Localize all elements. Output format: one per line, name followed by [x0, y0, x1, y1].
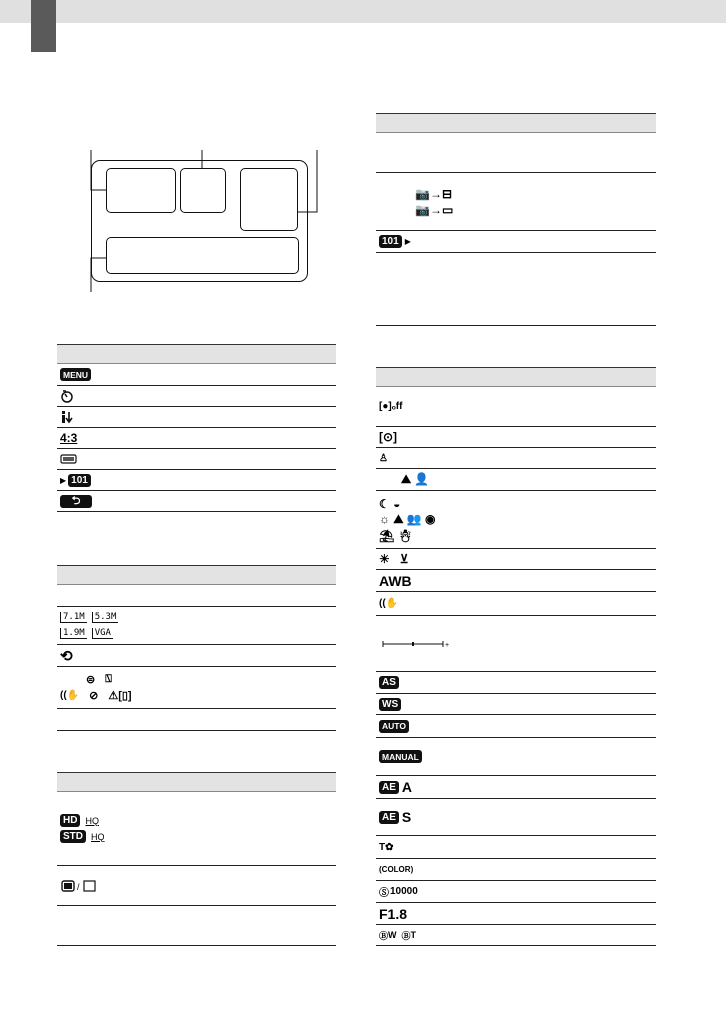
table-row — [57, 470, 336, 491]
repeat-icon: ⟲ — [60, 647, 73, 665]
folder-icon: 101 — [379, 235, 402, 248]
table-row — [376, 427, 656, 448]
night-sunset-icon: ☾ ◒ — [379, 496, 401, 511]
table-row — [376, 616, 656, 672]
table-row — [57, 866, 336, 906]
memory-card-warning-icon: ⊜ — [86, 674, 96, 686]
no-card-icon: ⍂ — [105, 673, 112, 685]
color-label: COLOR — [381, 865, 411, 874]
table-bottom-b — [376, 367, 656, 946]
manual-icon: MANUAL — [379, 750, 422, 763]
x-v-color-icon: ( COLOR ) — [379, 865, 414, 874]
warning-icon: ⚠[▯] — [108, 690, 132, 702]
hd-quality-icon: HD — [60, 814, 80, 827]
camera-to-internal-memory-icon: 📷→⊟ — [415, 186, 452, 201]
tulip-icon: ✿ — [385, 841, 394, 853]
spot-meter-icon: [⊙] — [379, 430, 398, 444]
table-header — [57, 772, 336, 792]
table-upper-right — [57, 772, 336, 946]
shutter-speed-icon: Ⓢ — [379, 888, 389, 899]
camera-shake-icon: ((✋ — [60, 690, 80, 701]
hq-label: HQ — [91, 831, 105, 842]
table-bottom-a — [376, 113, 656, 326]
bt-tele-icon: Ⓑ T — [401, 930, 417, 941]
table-row — [57, 364, 336, 386]
aspect-ratio-icon: 4:3 — [60, 431, 78, 445]
play-arrow-icon: ▶ — [404, 237, 411, 246]
table-row — [57, 667, 336, 709]
table-row — [376, 387, 656, 427]
shutter-speed-value: 10000 — [390, 886, 418, 897]
bt-w-label: W — [388, 930, 397, 940]
zone-upper-left — [106, 168, 176, 213]
table-header — [376, 113, 656, 133]
svg-text:/: / — [77, 881, 80, 892]
table-row — [376, 469, 656, 491]
camera-to-card-icon: 📷→▭ — [415, 202, 454, 217]
screen-layout-diagram — [0, 0, 360, 300]
recording-disabled-icon: ⊘ — [89, 690, 99, 702]
ws-icon: WS — [379, 698, 401, 711]
table-row — [376, 859, 656, 881]
table-row — [376, 715, 656, 738]
table-row — [376, 799, 656, 836]
bt-wide-icon: Ⓑ W — [379, 930, 397, 941]
table-row — [376, 903, 656, 925]
steadyshot-off-icon: ((✋ — [379, 598, 399, 609]
scene-icons: ☼ ⛰ 👥 ◉ — [379, 512, 436, 526]
menu-button-icon: MENU — [60, 368, 91, 381]
table-row — [57, 428, 336, 449]
play-arrow-icon: ▶ — [60, 475, 67, 485]
table-header — [57, 344, 336, 364]
landscape-portrait-icon: ⛰ 👤 — [401, 472, 430, 486]
table-row — [57, 792, 336, 866]
table-row — [376, 448, 656, 469]
image-size-vga-icon: VGA — [92, 628, 113, 639]
table-row — [376, 694, 656, 715]
table-row — [376, 776, 656, 799]
table-row — [376, 549, 656, 570]
tele-macro-icon: T — [379, 841, 386, 853]
recording-media-icon — [60, 879, 100, 893]
white-balance-icons: ☀ ⊻ — [379, 552, 409, 566]
table-row — [376, 738, 656, 776]
table-row — [376, 672, 656, 694]
as-icon: AS — [379, 676, 399, 689]
self-timer-icon — [60, 389, 74, 403]
svg-text:+: + — [445, 641, 450, 649]
auto-icon: AUTO — [379, 720, 409, 733]
table-row — [376, 231, 656, 253]
return-button-icon: ⮌ — [60, 495, 92, 508]
bt-t-label: T — [410, 930, 417, 940]
image-size-7m-icon: 7.1M — [60, 612, 87, 623]
table-upper-left — [57, 344, 336, 512]
ae-icon: AE — [379, 811, 399, 824]
folder-icon: 101 — [68, 474, 91, 487]
table-row — [376, 925, 656, 946]
beach-snow-icon: ⛱ ☃ — [379, 528, 413, 543]
zone-upper-center — [180, 168, 226, 213]
table-row — [57, 709, 336, 731]
table-row — [57, 491, 336, 512]
f-number-value: F1.8 — [379, 905, 408, 922]
battery-icon — [60, 454, 78, 464]
table-row — [376, 881, 656, 903]
table-upper-center — [57, 565, 336, 731]
table-row — [376, 491, 656, 549]
image-size-5m-icon: 5.3M — [92, 612, 119, 623]
table-row — [57, 386, 336, 407]
table-row — [376, 836, 656, 859]
candle-icon: ♙ — [379, 452, 388, 464]
image-size-1m-icon: 1.9M — [60, 628, 87, 639]
std-quality-icon: STD — [60, 830, 86, 843]
table-row — [376, 133, 656, 173]
zone-bottom — [106, 237, 299, 274]
table-header — [376, 367, 656, 387]
hq-label: HQ — [85, 815, 99, 826]
awb-icon: AWB — [379, 572, 412, 589]
flash-mode-icon — [60, 410, 76, 424]
table-row — [57, 645, 336, 667]
zone-upper-right — [240, 168, 298, 231]
table-row — [57, 407, 336, 428]
ae-s-label: S — [401, 809, 412, 825]
table-row — [57, 607, 336, 645]
ae-icon: AE — [379, 781, 399, 794]
table-row — [376, 253, 656, 326]
table-row — [57, 585, 336, 607]
face-detection-off-icon: [●]ₒff — [379, 401, 403, 412]
table-row — [57, 449, 336, 470]
table-row — [376, 570, 656, 592]
table-header — [57, 565, 336, 585]
ae-a-label: A — [401, 779, 413, 795]
exposure-bar-icon — [379, 639, 451, 649]
table-row — [376, 592, 656, 616]
table-row — [376, 173, 656, 231]
table-row — [57, 906, 336, 946]
